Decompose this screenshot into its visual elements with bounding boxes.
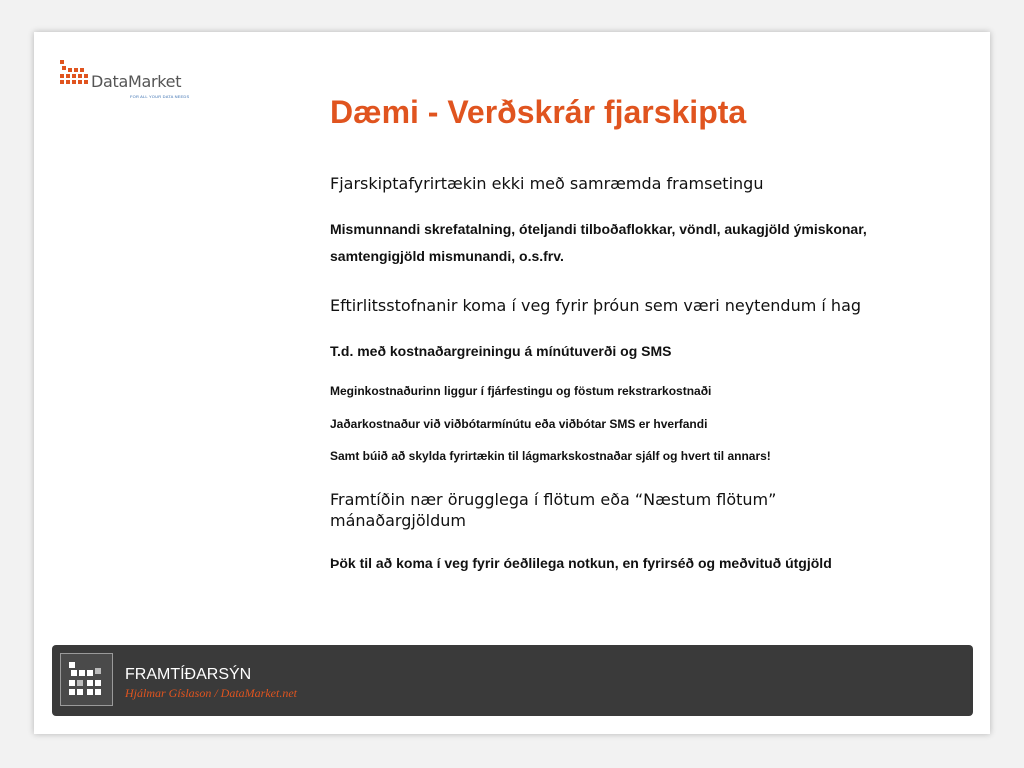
footer-bar	[52, 645, 973, 716]
footer-title: FRAMTÍÐARSÝN	[125, 666, 252, 683]
heading-3: Framtíðin nær örugglega í flötum eða “Næstum flötum” mánaðargjöldum	[330, 490, 777, 530]
slide	[34, 32, 990, 734]
sub-point-3: Samt búið að skylda fyrirtækin til lágmarkskostnaðar sjálf og hvert til annars!	[330, 449, 771, 463]
slide-title: Dæmi - Verðskrár fjarskipta	[330, 94, 747, 130]
datamarket-grid-icon	[61, 654, 112, 705]
footer-author: Hjálmar Gíslason / DataMarket.net	[125, 686, 297, 700]
paragraph-3: Þök til að koma í veg fyrir óeðlilega notkun, en fyrirséð og meðvituð útgjöld	[330, 555, 832, 571]
logo-name: DataMarket	[91, 72, 182, 91]
paragraph-1: Mismunnandi skrefatalning, óteljandi tilboðaflokkar, vöndl, aukagjöld ýmiskonar, samtengigjöld mismunandi, o.s.frv.	[330, 221, 867, 264]
datamarket-grid-icon	[60, 60, 90, 90]
sub-point-2: Jaðarkostnaður við viðbótarmínútu eða viðbótar SMS er hverfandi	[330, 417, 708, 431]
datamarket-logo	[60, 60, 200, 104]
footer-logo-box	[60, 653, 113, 706]
heading-2: Eftirlitsstofnanir koma í veg fyrir þróun sem væri neytendum í hag	[330, 296, 862, 315]
heading-1: Fjarskiptafyrirtækin ekki með samræmda framsetingu	[330, 174, 764, 193]
sub-point-1: Meginkostnaðurinn liggur í fjárfestingu og föstum rekstrarkostnaði	[330, 384, 712, 398]
paragraph-2: T.d. með kostnaðargreiningu á mínútuverði og SMS	[330, 343, 672, 359]
logo-tagline: FOR ALL YOUR DATA NEEDS	[130, 94, 190, 99]
